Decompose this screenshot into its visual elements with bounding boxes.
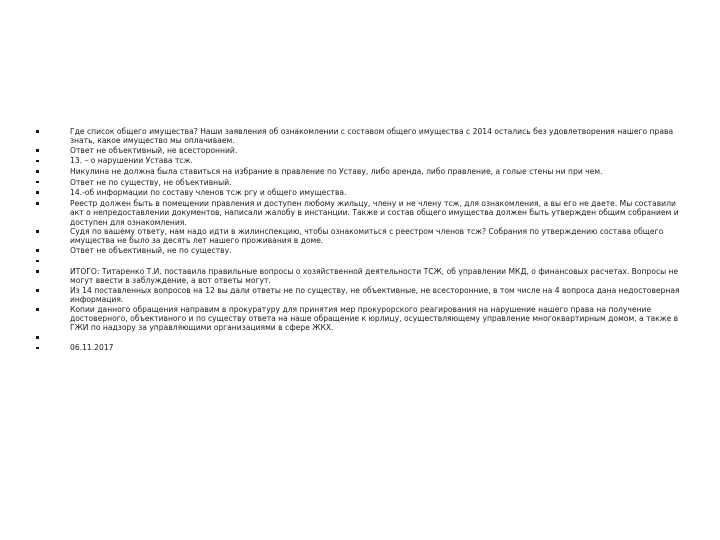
list-item-text: 14.-об информации по составу членов тсж ргу и общего имущества. bbox=[70, 188, 347, 198]
bullet-icon bbox=[36, 202, 39, 205]
list-item-text: Ответ не по существу, не объективный. bbox=[70, 177, 232, 187]
list-item bbox=[36, 246, 682, 257]
list-item bbox=[36, 305, 682, 333]
list-item bbox=[36, 256, 682, 267]
bullet-icon bbox=[36, 260, 39, 263]
list-item bbox=[36, 178, 682, 189]
list-item-text: Судя по вашему ответу, нам надо идти в жилинспекцию, чтобы ознакомиться с реестром членов тсж? Собрания по утверждению состава общего имущества не было за десять лет нашего проживания в доме. bbox=[70, 227, 664, 246]
list-item-text: 13. – о нарушении Устава тсж. bbox=[70, 156, 193, 166]
list-item bbox=[36, 127, 682, 146]
list-item bbox=[36, 167, 682, 178]
list-item bbox=[36, 267, 682, 286]
list-item-text: Из 14 поставленных вопросов на 12 вы дали ответы не по существу, не объективные, не всесторонние, в том числе на 4 вопроса дана недостоверная информация. bbox=[70, 285, 680, 305]
list-item-text: Ответ не объективный, не по существу. bbox=[70, 245, 232, 255]
bullet-icon bbox=[36, 249, 39, 252]
list-item-text: Никулина не должна была ставиться на избрание в правление по Уставу, либо аренда, либо правление, а голые стены ни при чем. bbox=[70, 167, 603, 176]
document-date: 06.11.2017 bbox=[70, 343, 114, 353]
bullet-icon bbox=[36, 160, 39, 163]
bullet-list bbox=[36, 127, 682, 354]
list-item-text: Ответ не объективный, не всесторонний. bbox=[70, 145, 238, 155]
bullet-icon bbox=[36, 270, 39, 273]
list-item-text: Копии данного обращения направим в прокуратуру для принятия мер прокурорского реагирования на нарушение нашего права на получение достоверного, объективного и по существу ответа на наше обращение к юрлицу, осуществляющему управление многоквартирным домом, а также в ГЖИ по надзору за управляющими организациями в сфере ЖКХ. bbox=[70, 304, 679, 333]
list-item-text: Реестр должен быть в помещении правления и доступен любому жильцу, члену и не члену тсж, для ознакомления, а вы его не даете. Мы составили акт о непредоставлении документов, написали жалобу в инстанции. Также и состав общего имущества должен быть утвержден общим собранием и доступен для ознакомления. bbox=[70, 198, 679, 227]
list-item bbox=[36, 188, 682, 199]
list-item bbox=[36, 227, 682, 246]
list-item-text: Где список общего имущества? Наши заявления об ознакомлении с составом общего имущества с 2014 остались без удовлетворения нашего права знать, какое имущество мы оплачиваем. bbox=[70, 127, 674, 146]
date-item bbox=[36, 343, 682, 354]
list-item bbox=[36, 146, 682, 157]
bullet-icon bbox=[36, 170, 39, 173]
bullet-icon bbox=[36, 149, 39, 152]
list-item bbox=[36, 156, 682, 167]
bullet-icon bbox=[36, 181, 39, 184]
list-item bbox=[36, 286, 682, 305]
bullet-icon bbox=[36, 347, 39, 350]
bullet-icon bbox=[36, 308, 39, 311]
bullet-icon bbox=[36, 130, 39, 133]
bullet-icon bbox=[36, 289, 39, 292]
list-item bbox=[36, 199, 682, 227]
bullet-icon bbox=[36, 230, 39, 233]
list-item bbox=[36, 333, 682, 344]
list-item-text: ИТОГО: Титаренко Т.И. поставила правильные вопросы о хозяйственной деятельности ТСЖ, об управлении МКД, о финансовых расчетах. Вопросы не могут ввести в заблуждение, а вот ответы могут. bbox=[70, 267, 679, 286]
bullet-icon bbox=[36, 336, 39, 339]
bullet-icon bbox=[36, 191, 39, 194]
